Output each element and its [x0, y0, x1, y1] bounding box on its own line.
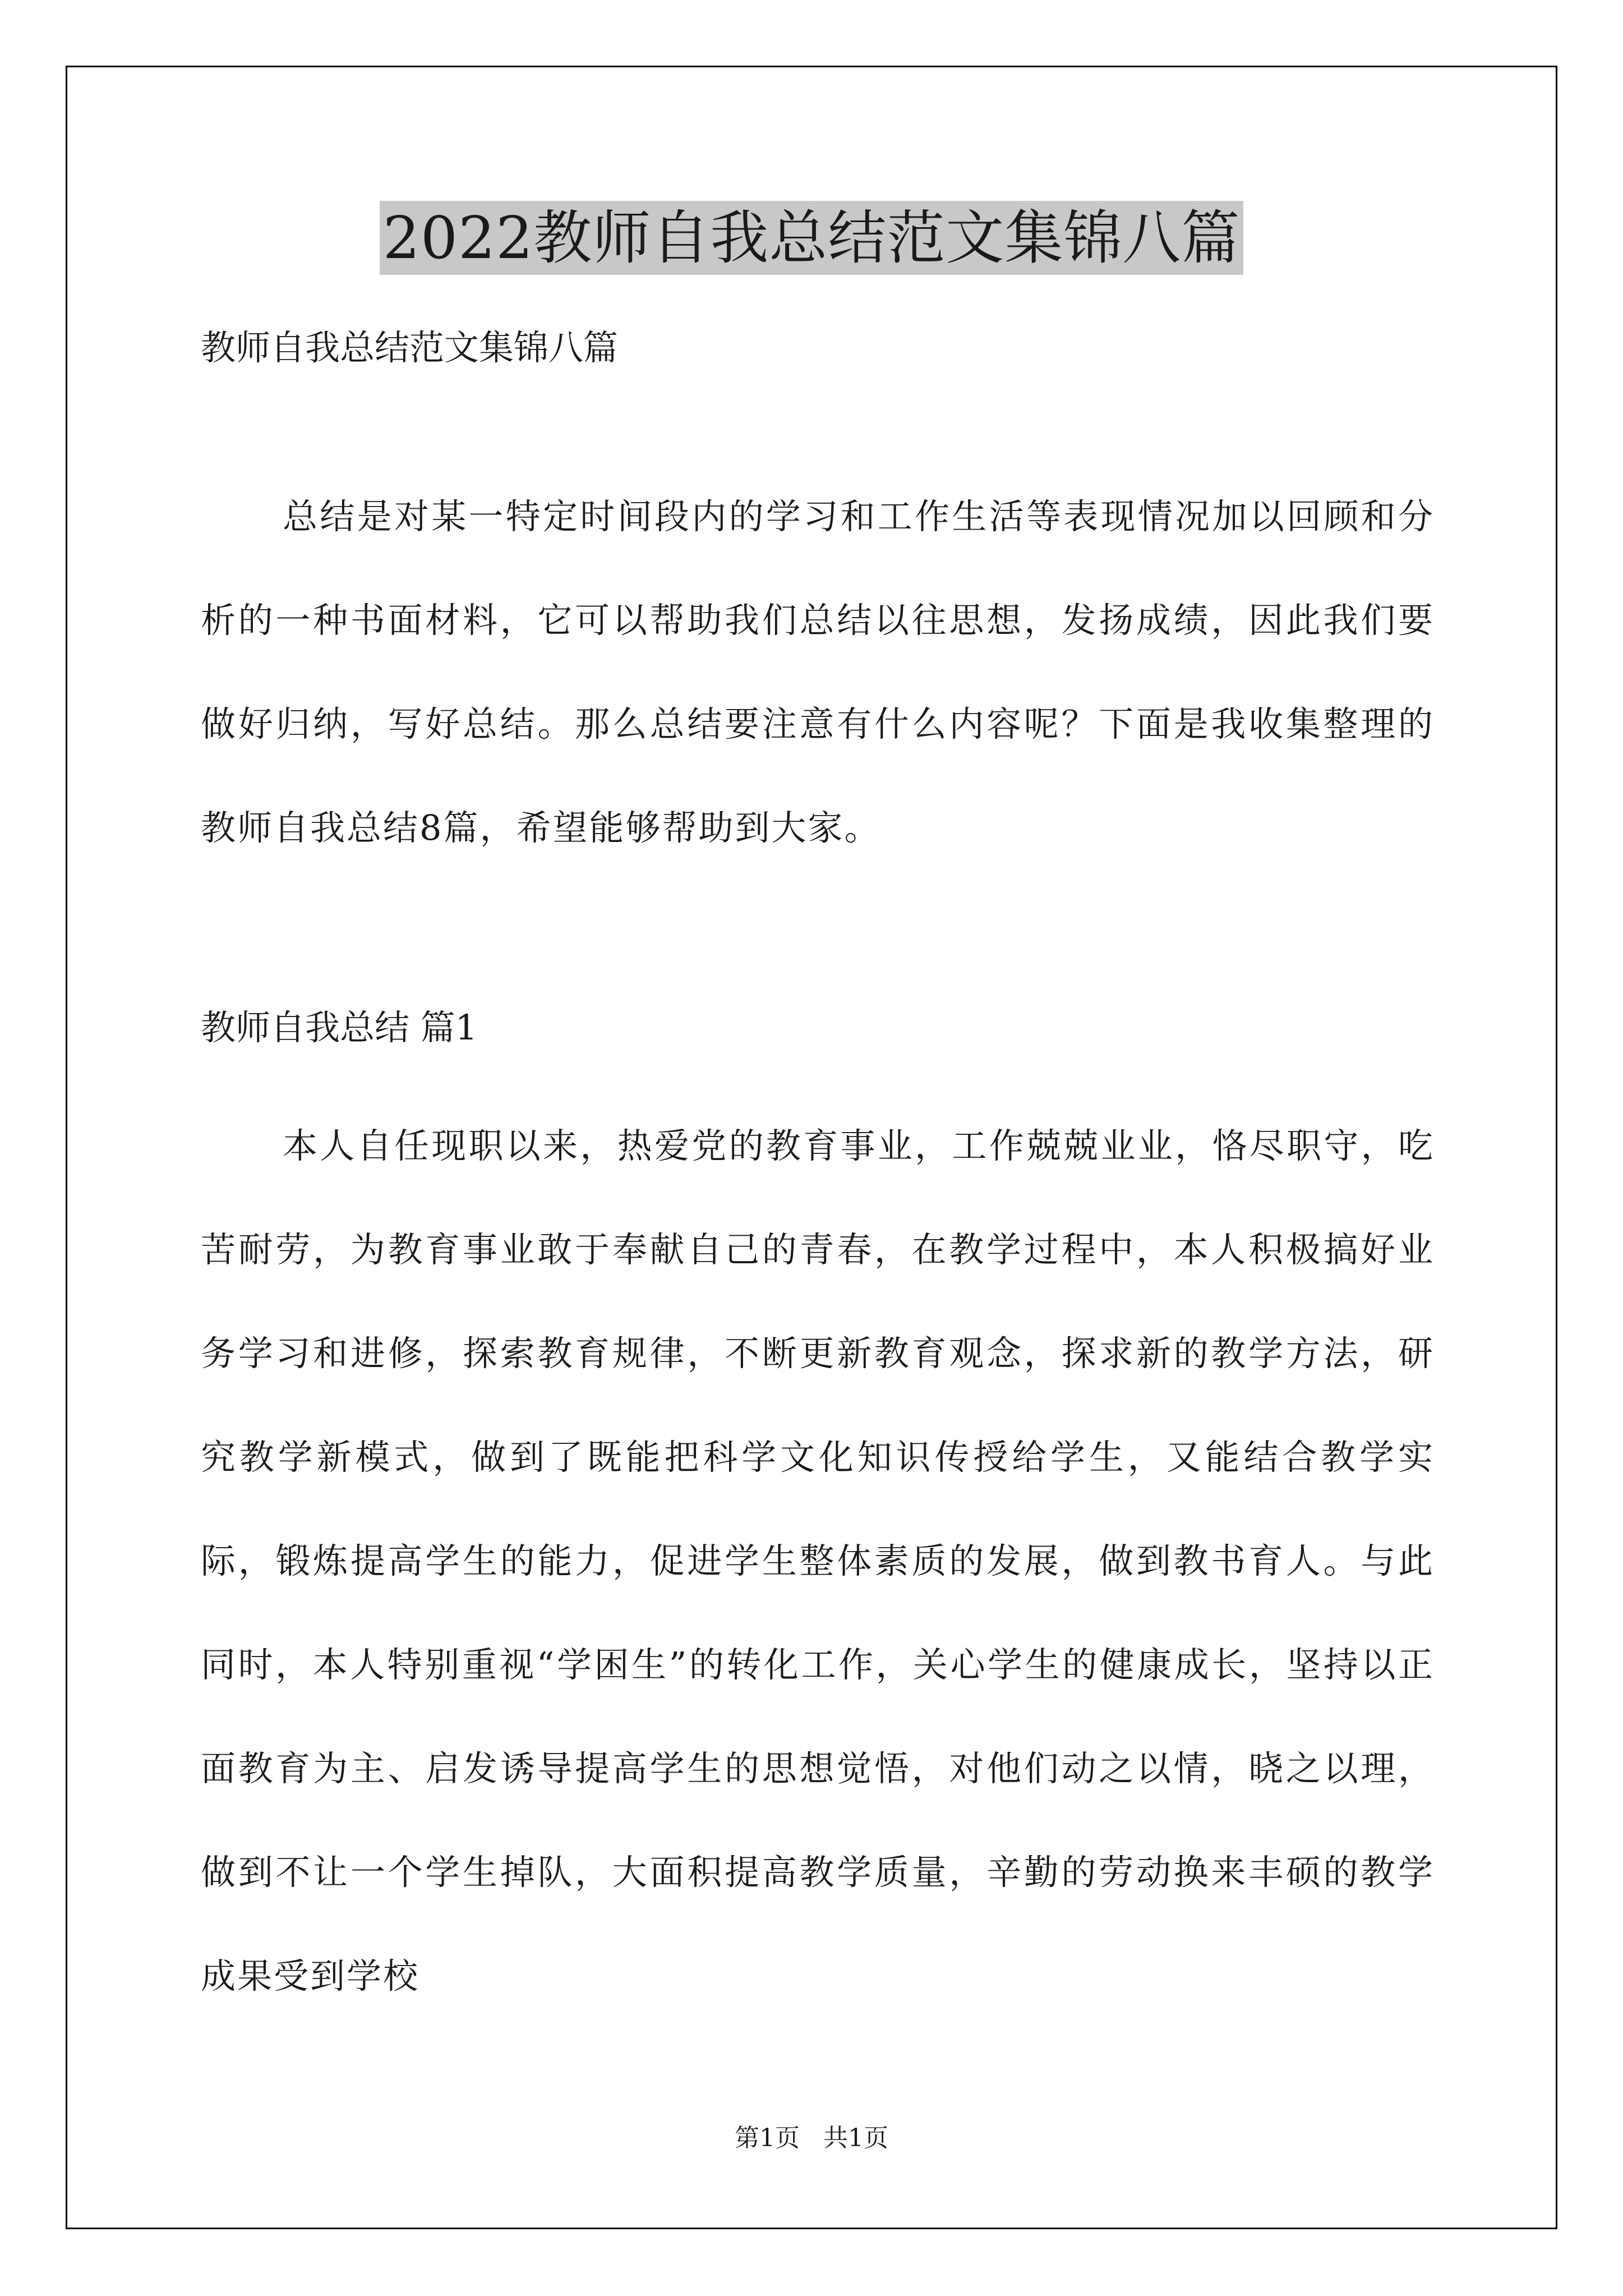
document-title: 2022教师自我总结范文集锦八篇 [380, 201, 1244, 275]
section-paragraph: 本人自任现职以来，热爱党的教育事业，工作兢兢业业，恪尽职守，吃苦耐劳，为教育事业敢于奉献自己的青春，在教学过程中，本人积极搞好业务学习和进修，探索教育规律，不断更新教育观念，探求新的教学方法，研究教学新模式，做到了既能把科学文化知识传授给学生，又能结合教学实际，锻炼提高学生的能力，促进学生整体素质的发展，做到教书育人。与此同时，本人特别重视“学困生”的转化工作，关心学生的健康成长，坚持以正面教育为主、启发诱导提高学生的思想觉悟，对他们动之以情，晓之以理，做到不让一个学生掉队，大面积提高教学质量，辛勤的劳动换来丰硕的教学成果受到学校 [201, 1125, 1435, 1996]
page-total: 共1页 [823, 2124, 888, 2152]
intro-paragraph: 总结是对某一特定时间段内的学习和工作生活等表现情况加以回顾和分析的一种书面材料，它可以帮助我们总结以往思想，发扬成绩，因此我们要做好归纳，写好总结。那么总结要注意有什么内容呢？下面是我收集整理的教师自我总结8篇，希望能够帮助到大家。 [201, 496, 1435, 848]
title-container [0, 201, 1623, 275]
section-heading: 教师自我总结 篇1 [201, 1007, 478, 1048]
page-footer [0, 2122, 1623, 2155]
document-subtitle: 教师自我总结范文集锦八篇 [201, 327, 619, 368]
page-number: 第1页 [735, 2124, 800, 2152]
